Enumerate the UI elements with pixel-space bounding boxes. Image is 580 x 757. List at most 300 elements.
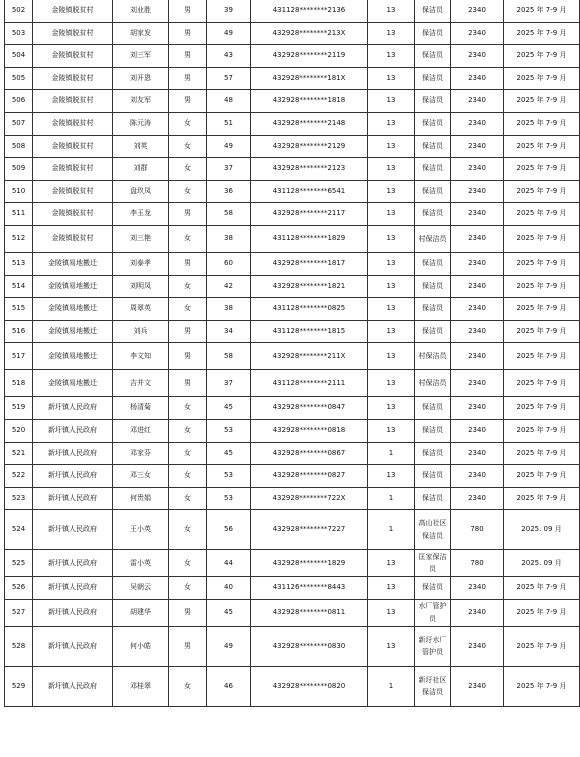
- id-number-cell: 432928********2117: [251, 203, 368, 226]
- town-cell: 金陵镇脱贫村: [33, 158, 113, 181]
- name-cell: 邓三女: [113, 465, 169, 488]
- period-cell: 2025 年 7-9 月: [504, 225, 580, 252]
- months-cell: 13: [368, 370, 415, 397]
- serial-cell: 523: [5, 487, 33, 510]
- town-cell: 新圩镇人民政府: [33, 577, 113, 600]
- amount-cell: 2340: [451, 67, 504, 90]
- amount-cell: 2340: [451, 599, 504, 626]
- months-cell: 13: [368, 180, 415, 203]
- post-cell: 保洁员: [415, 180, 451, 203]
- town-cell: 新圩镇人民政府: [33, 626, 113, 666]
- id-number-cell: 432928********2123: [251, 158, 368, 181]
- period-cell: 2025 年 7-9 月: [504, 626, 580, 666]
- amount-cell: 2340: [451, 487, 504, 510]
- months-cell: 13: [368, 158, 415, 181]
- amount-cell: 2340: [451, 626, 504, 666]
- period-cell: 2025 年 7-9 月: [504, 465, 580, 488]
- town-cell: 金陵镇易地搬迁: [33, 320, 113, 343]
- months-cell: 13: [368, 298, 415, 321]
- id-number-cell: 431128********0825: [251, 298, 368, 321]
- name-cell: 周翠英: [113, 298, 169, 321]
- table-row: [5, 0, 580, 22]
- sex-cell: 男: [169, 626, 207, 666]
- period-cell: 2025 年 7-9 月: [504, 370, 580, 397]
- period-cell: 2025. 09 月: [504, 510, 580, 550]
- months-cell: 13: [368, 343, 415, 370]
- name-cell: 邓进红: [113, 419, 169, 442]
- town-cell: 新圩镇人民政府: [33, 419, 113, 442]
- town-cell: 金陵镇脱贫村: [33, 0, 113, 22]
- months-cell: 13: [368, 203, 415, 226]
- serial-cell: 527: [5, 599, 33, 626]
- period-cell: 2025 年 7-9 月: [504, 666, 580, 706]
- table-row: [5, 252, 580, 275]
- months-cell: 13: [368, 67, 415, 90]
- post-cell: 保洁员: [415, 397, 451, 420]
- town-cell: 金陵镇脱贫村: [33, 45, 113, 68]
- town-cell: 金陵镇易地搬迁: [33, 275, 113, 298]
- serial-cell: 529: [5, 666, 33, 706]
- months-cell: 13: [368, 626, 415, 666]
- id-number-cell: 432928********2119: [251, 45, 368, 68]
- name-cell: 雷小英: [113, 550, 169, 577]
- table-row: [5, 397, 580, 420]
- age-cell: 60: [207, 252, 251, 275]
- sex-cell: 男: [169, 343, 207, 370]
- post-cell: 保洁员: [415, 90, 451, 113]
- serial-cell: 510: [5, 180, 33, 203]
- post-cell: 保洁员: [415, 67, 451, 90]
- id-number-cell: 432928********0827: [251, 465, 368, 488]
- id-number-cell: 432928********0830: [251, 626, 368, 666]
- town-cell: 金陵镇脱贫村: [33, 135, 113, 158]
- age-cell: 58: [207, 343, 251, 370]
- table-row: [5, 225, 580, 252]
- sex-cell: 女: [169, 180, 207, 203]
- table-row: [5, 90, 580, 113]
- sex-cell: 男: [169, 22, 207, 45]
- town-cell: 新圩镇人民政府: [33, 465, 113, 488]
- id-number-cell: 432928********1817: [251, 252, 368, 275]
- serial-cell: 514: [5, 275, 33, 298]
- town-cell: 金陵镇脱贫村: [33, 203, 113, 226]
- name-cell: 胡家发: [113, 22, 169, 45]
- name-cell: 邓家芬: [113, 442, 169, 465]
- age-cell: 43: [207, 45, 251, 68]
- post-cell: 保洁员: [415, 252, 451, 275]
- amount-cell: 2340: [451, 343, 504, 370]
- id-number-cell: 431128********2136: [251, 0, 368, 22]
- age-cell: 37: [207, 158, 251, 181]
- amount-cell: 2340: [451, 370, 504, 397]
- age-cell: 49: [207, 626, 251, 666]
- id-number-cell: 432928********0867: [251, 442, 368, 465]
- period-cell: 2025 年 7-9 月: [504, 397, 580, 420]
- months-cell: 13: [368, 465, 415, 488]
- months-cell: 13: [368, 550, 415, 577]
- sex-cell: 男: [169, 67, 207, 90]
- name-cell: 李文知: [113, 343, 169, 370]
- town-cell: 新圩镇人民政府: [33, 442, 113, 465]
- months-cell: 1: [368, 510, 415, 550]
- age-cell: 40: [207, 577, 251, 600]
- post-cell: 保洁员: [415, 112, 451, 135]
- town-cell: 金陵镇易地搬迁: [33, 298, 113, 321]
- name-cell: 胡建华: [113, 599, 169, 626]
- sex-cell: 男: [169, 203, 207, 226]
- period-cell: 2025 年 7-9 月: [504, 275, 580, 298]
- serial-cell: 517: [5, 343, 33, 370]
- sex-cell: 女: [169, 465, 207, 488]
- serial-cell: 505: [5, 67, 33, 90]
- table-row: [5, 158, 580, 181]
- id-number-cell: 432928********0811: [251, 599, 368, 626]
- serial-cell: 513: [5, 252, 33, 275]
- age-cell: 48: [207, 90, 251, 113]
- id-number-cell: 432928********1821: [251, 275, 368, 298]
- post-cell: 保洁员: [415, 275, 451, 298]
- age-cell: 45: [207, 397, 251, 420]
- period-cell: 2025. 09 月: [504, 550, 580, 577]
- sex-cell: 女: [169, 158, 207, 181]
- amount-cell: 2340: [451, 298, 504, 321]
- amount-cell: 2340: [451, 90, 504, 113]
- period-cell: 2025 年 7-9 月: [504, 22, 580, 45]
- period-cell: 2025 年 7-9 月: [504, 180, 580, 203]
- age-cell: 45: [207, 442, 251, 465]
- id-number-cell: 431128********1815: [251, 320, 368, 343]
- amount-cell: 2340: [451, 577, 504, 600]
- id-number-cell: 432928********0847: [251, 397, 368, 420]
- serial-cell: 518: [5, 370, 33, 397]
- months-cell: 1: [368, 666, 415, 706]
- sex-cell: 女: [169, 577, 207, 600]
- amount-cell: 2340: [451, 320, 504, 343]
- amount-cell: 780: [451, 550, 504, 577]
- serial-cell: 516: [5, 320, 33, 343]
- months-cell: 13: [368, 275, 415, 298]
- table-row: [5, 298, 580, 321]
- months-cell: 13: [368, 397, 415, 420]
- table-row: [5, 626, 580, 666]
- serial-cell: 504: [5, 45, 33, 68]
- amount-cell: 2340: [451, 45, 504, 68]
- period-cell: 2025 年 7-9 月: [504, 442, 580, 465]
- post-cell: 保洁员: [415, 419, 451, 442]
- post-cell: 保洁员: [415, 135, 451, 158]
- amount-cell: 780: [451, 510, 504, 550]
- name-cell: 刘友军: [113, 90, 169, 113]
- sex-cell: 男: [169, 45, 207, 68]
- payroll-table: [4, 0, 580, 707]
- post-cell: 保洁员: [415, 577, 451, 600]
- serial-cell: 520: [5, 419, 33, 442]
- months-cell: 13: [368, 135, 415, 158]
- table-row: [5, 419, 580, 442]
- age-cell: 49: [207, 135, 251, 158]
- period-cell: 2025 年 7-9 月: [504, 599, 580, 626]
- serial-cell: 507: [5, 112, 33, 135]
- name-cell: 刘英: [113, 135, 169, 158]
- sex-cell: 女: [169, 397, 207, 420]
- amount-cell: 2340: [451, 22, 504, 45]
- age-cell: 37: [207, 370, 251, 397]
- period-cell: 2025 年 7-9 月: [504, 135, 580, 158]
- period-cell: 2025 年 7-9 月: [504, 419, 580, 442]
- id-number-cell: 432928********2148: [251, 112, 368, 135]
- post-cell: 保洁员: [415, 203, 451, 226]
- age-cell: 46: [207, 666, 251, 706]
- table-row: [5, 370, 580, 397]
- name-cell: 刘群: [113, 158, 169, 181]
- age-cell: 57: [207, 67, 251, 90]
- serial-cell: 511: [5, 203, 33, 226]
- sex-cell: 女: [169, 112, 207, 135]
- town-cell: 金陵镇脱贫村: [33, 180, 113, 203]
- post-cell: 保洁员: [415, 465, 451, 488]
- sex-cell: 男: [169, 90, 207, 113]
- table-row: [5, 320, 580, 343]
- amount-cell: 2340: [451, 275, 504, 298]
- table-row: [5, 550, 580, 577]
- sex-cell: 男: [169, 0, 207, 22]
- id-number-cell: 432928********1818: [251, 90, 368, 113]
- serial-cell: 526: [5, 577, 33, 600]
- post-cell: 水厂管护员: [415, 599, 451, 626]
- serial-cell: 522: [5, 465, 33, 488]
- period-cell: 2025 年 7-9 月: [504, 67, 580, 90]
- serial-cell: 519: [5, 397, 33, 420]
- town-cell: 金陵镇脱贫村: [33, 67, 113, 90]
- months-cell: 13: [368, 577, 415, 600]
- age-cell: 36: [207, 180, 251, 203]
- serial-cell: 525: [5, 550, 33, 577]
- age-cell: 53: [207, 487, 251, 510]
- sex-cell: 女: [169, 225, 207, 252]
- table-row: [5, 599, 580, 626]
- age-cell: 34: [207, 320, 251, 343]
- id-number-cell: 432928********213X: [251, 22, 368, 45]
- town-cell: 金陵镇脱贫村: [33, 112, 113, 135]
- id-number-cell: 432928********722X: [251, 487, 368, 510]
- serial-cell: 512: [5, 225, 33, 252]
- sex-cell: 男: [169, 370, 207, 397]
- post-cell: 村保洁员: [415, 370, 451, 397]
- period-cell: 2025 年 7-9 月: [504, 252, 580, 275]
- id-number-cell: 431128********1829: [251, 225, 368, 252]
- name-cell: 刘开恩: [113, 67, 169, 90]
- name-cell: 刘泰孝: [113, 252, 169, 275]
- town-cell: 新圩镇人民政府: [33, 550, 113, 577]
- period-cell: 2025 年 7-9 月: [504, 487, 580, 510]
- name-cell: 吴朝云: [113, 577, 169, 600]
- amount-cell: 2340: [451, 666, 504, 706]
- post-cell: 保洁员: [415, 0, 451, 22]
- months-cell: 13: [368, 599, 415, 626]
- table-row: [5, 180, 580, 203]
- age-cell: 38: [207, 225, 251, 252]
- table-row: [5, 22, 580, 45]
- post-cell: 村保洁员: [415, 225, 451, 252]
- town-cell: 金陵镇易地搬迁: [33, 370, 113, 397]
- table-row: [5, 275, 580, 298]
- period-cell: 2025 年 7-9 月: [504, 90, 580, 113]
- id-number-cell: 432928********0820: [251, 666, 368, 706]
- table-row: [5, 45, 580, 68]
- post-cell: 高山社区保洁员: [415, 510, 451, 550]
- post-cell: 匡家保洁员: [415, 550, 451, 577]
- amount-cell: 2340: [451, 180, 504, 203]
- name-cell: 陈元涛: [113, 112, 169, 135]
- name-cell: 李玉龙: [113, 203, 169, 226]
- serial-cell: 528: [5, 626, 33, 666]
- table-row: [5, 67, 580, 90]
- name-cell: 王小英: [113, 510, 169, 550]
- post-cell: 保洁员: [415, 45, 451, 68]
- months-cell: 13: [368, 90, 415, 113]
- months-cell: 13: [368, 320, 415, 343]
- name-cell: 刘三军: [113, 45, 169, 68]
- period-cell: 2025 年 7-9 月: [504, 577, 580, 600]
- months-cell: 1: [368, 442, 415, 465]
- period-cell: 2025 年 7-9 月: [504, 0, 580, 22]
- post-cell: 村保洁员: [415, 343, 451, 370]
- amount-cell: 2340: [451, 203, 504, 226]
- sex-cell: 女: [169, 510, 207, 550]
- sex-cell: 男: [169, 599, 207, 626]
- name-cell: 盘玖凤: [113, 180, 169, 203]
- town-cell: 新圩镇人民政府: [33, 510, 113, 550]
- period-cell: 2025 年 7-9 月: [504, 45, 580, 68]
- sex-cell: 女: [169, 298, 207, 321]
- town-cell: 新圩镇人民政府: [33, 487, 113, 510]
- sex-cell: 女: [169, 135, 207, 158]
- table-row: [5, 343, 580, 370]
- post-cell: 保洁员: [415, 158, 451, 181]
- name-cell: 何贵娟: [113, 487, 169, 510]
- post-cell: 保洁员: [415, 22, 451, 45]
- table-row: [5, 112, 580, 135]
- age-cell: 51: [207, 112, 251, 135]
- post-cell: 新圩水厂管护员: [415, 626, 451, 666]
- months-cell: 13: [368, 419, 415, 442]
- sex-cell: 女: [169, 666, 207, 706]
- months-cell: 13: [368, 252, 415, 275]
- town-cell: 新圩镇人民政府: [33, 599, 113, 626]
- serial-cell: 503: [5, 22, 33, 45]
- months-cell: 13: [368, 0, 415, 22]
- town-cell: 金陵镇脱贫村: [33, 225, 113, 252]
- id-number-cell: 432928********1829: [251, 550, 368, 577]
- months-cell: 13: [368, 225, 415, 252]
- post-cell: 保洁员: [415, 487, 451, 510]
- id-number-cell: 432928********181X: [251, 67, 368, 90]
- town-cell: 新圩镇人民政府: [33, 397, 113, 420]
- town-cell: 金陵镇脱贫村: [33, 90, 113, 113]
- amount-cell: 2340: [451, 252, 504, 275]
- serial-cell: 502: [5, 0, 33, 22]
- age-cell: 58: [207, 203, 251, 226]
- amount-cell: 2340: [451, 465, 504, 488]
- name-cell: 刘明凤: [113, 275, 169, 298]
- table-row: [5, 510, 580, 550]
- id-number-cell: 432928********7227: [251, 510, 368, 550]
- serial-cell: 524: [5, 510, 33, 550]
- age-cell: 44: [207, 550, 251, 577]
- serial-cell: 509: [5, 158, 33, 181]
- id-number-cell: 432928********211X: [251, 343, 368, 370]
- period-cell: 2025 年 7-9 月: [504, 343, 580, 370]
- town-cell: 金陵镇脱贫村: [33, 22, 113, 45]
- age-cell: 56: [207, 510, 251, 550]
- town-cell: 金陵镇易地搬迁: [33, 343, 113, 370]
- name-cell: 刘业胜: [113, 0, 169, 22]
- sex-cell: 男: [169, 252, 207, 275]
- id-number-cell: 431126********8443: [251, 577, 368, 600]
- sex-cell: 男: [169, 320, 207, 343]
- serial-cell: 506: [5, 90, 33, 113]
- age-cell: 53: [207, 465, 251, 488]
- amount-cell: 2340: [451, 397, 504, 420]
- table-row: [5, 577, 580, 600]
- age-cell: 42: [207, 275, 251, 298]
- name-cell: 邓桂翠: [113, 666, 169, 706]
- post-cell: 保洁员: [415, 320, 451, 343]
- table-body: [5, 0, 580, 706]
- sex-cell: 女: [169, 487, 207, 510]
- amount-cell: 2340: [451, 419, 504, 442]
- serial-cell: 515: [5, 298, 33, 321]
- table-row: [5, 487, 580, 510]
- table-row: [5, 135, 580, 158]
- age-cell: 53: [207, 419, 251, 442]
- period-cell: 2025 年 7-9 月: [504, 112, 580, 135]
- table-row: [5, 203, 580, 226]
- name-cell: 吉井文: [113, 370, 169, 397]
- table-row: [5, 666, 580, 706]
- sex-cell: 女: [169, 550, 207, 577]
- age-cell: 45: [207, 599, 251, 626]
- period-cell: 2025 年 7-9 月: [504, 298, 580, 321]
- age-cell: 49: [207, 22, 251, 45]
- id-number-cell: 432928********0818: [251, 419, 368, 442]
- town-cell: 新圩镇人民政府: [33, 666, 113, 706]
- amount-cell: 2340: [451, 0, 504, 22]
- sex-cell: 女: [169, 419, 207, 442]
- age-cell: 38: [207, 298, 251, 321]
- period-cell: 2025 年 7-9 月: [504, 320, 580, 343]
- age-cell: 39: [207, 0, 251, 22]
- amount-cell: 2340: [451, 442, 504, 465]
- serial-cell: 508: [5, 135, 33, 158]
- post-cell: 新圩社区保洁员: [415, 666, 451, 706]
- amount-cell: 2340: [451, 225, 504, 252]
- amount-cell: 2340: [451, 112, 504, 135]
- name-cell: 刘兵: [113, 320, 169, 343]
- table-row: [5, 442, 580, 465]
- table-row: [5, 465, 580, 488]
- period-cell: 2025 年 7-9 月: [504, 158, 580, 181]
- name-cell: 杨清菊: [113, 397, 169, 420]
- months-cell: 13: [368, 112, 415, 135]
- post-cell: 保洁员: [415, 298, 451, 321]
- name-cell: 刘三艳: [113, 225, 169, 252]
- id-number-cell: 432928********2129: [251, 135, 368, 158]
- months-cell: 13: [368, 22, 415, 45]
- id-number-cell: 431128********2111: [251, 370, 368, 397]
- amount-cell: 2340: [451, 158, 504, 181]
- name-cell: 何小皓: [113, 626, 169, 666]
